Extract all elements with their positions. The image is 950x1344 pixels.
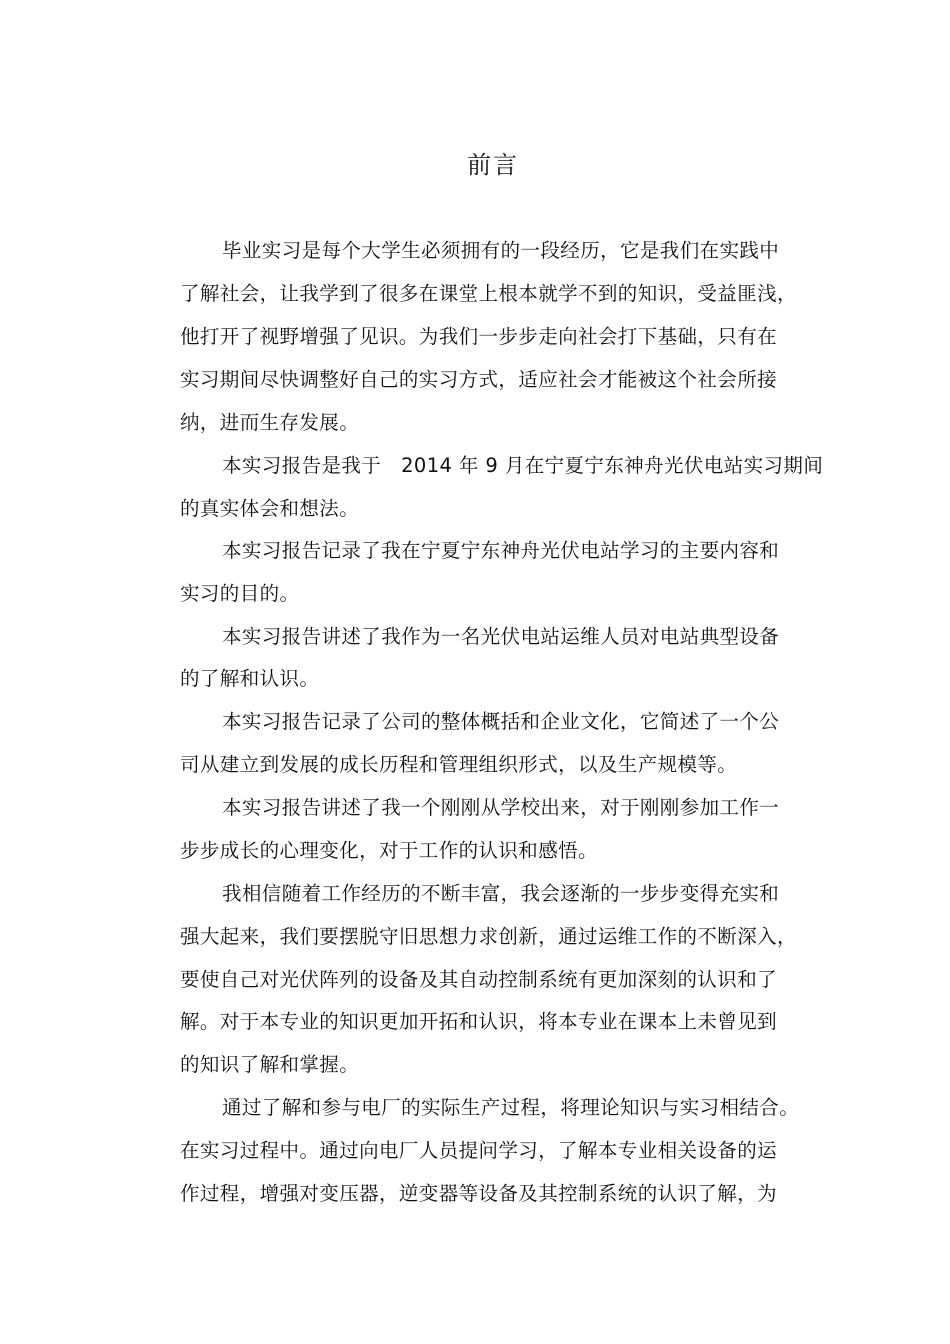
paragraph-line: 步步成长的心理变化，对于工作的认识和感悟。 [180,839,598,862]
paragraph-line: 我相信随着工作经历的不断丰富，我会逐渐的一步步变得充实和 [222,882,780,905]
paragraph-line: 实习的目的。 [180,582,300,605]
paragraph-line: 在实习过程中。通过向电厂人员提问学习，了解本专业相关设备的运 [180,1139,778,1162]
paragraph-line: 作过程，增强对变压器，逆变器等设备及其控制系统的认识了解，为 [180,1182,778,1205]
paragraph-line: 的了解和认识。 [180,667,320,690]
paragraph-line: 要使自己对光伏阵列的设备及其自动控制系统有更加深刻的认识和了 [180,968,778,991]
paragraph-line: 纳，进而生存发展。 [180,411,360,434]
paragraph-line: 解。对于本专业的知识更加开拓和认识，将本专业在课本上未曾见到 [180,1010,778,1033]
paragraph-line: 本实习报告讲述了我一个刚刚从学校出来，对于刚刚参加工作一 [222,796,780,819]
paragraph-line: 本实习报告记录了公司的整体概括和企业文化，它简述了一个公 [222,710,780,733]
paragraph-line: 通过了解和参与电厂的实际生产过程，将理论知识与实习相结合。 [222,1096,800,1119]
paragraph-line: 他打开了视野增强了见识。为我们一步步走向社会打下基础，只有在 [180,325,778,348]
paragraph-line: 本实习报告讲述了我作为一名光伏电站运维人员对电站典型设备 [222,625,780,648]
paragraph-line: 实习期间尽快调整好自己的实习方式，适应社会才能被这个社会所接 [180,368,778,391]
paragraph-line: 本实习报告记录了我在宁夏宁东神舟光伏电站学习的主要内容和 [222,539,780,562]
paragraph-line: 强大起来，我们要摆脱守旧思想力求创新，通过运维工作的不断深入， [180,925,797,948]
paragraph-line: 毕业实习是每个大学生必须拥有的一段经历，它是我们在实践中 [222,239,780,262]
paragraph-line: 的知识了解和掌握。 [180,1053,360,1076]
page-title: 前言 [467,151,519,179]
paragraph-line: 司从建立到发展的成长历程和管理组织形式，以及生产规模等。 [180,753,738,776]
paragraph-line: 的真实体会和想法。 [180,497,360,520]
paragraph-line: 本实习报告是我于 2014 年 9 月在宁夏宁东神舟光伏电站实习期间 [222,454,824,477]
paragraph-line: 了解社会，让我学到了很多在课堂上根本就学不到的知识，受益匪浅， [180,282,797,305]
